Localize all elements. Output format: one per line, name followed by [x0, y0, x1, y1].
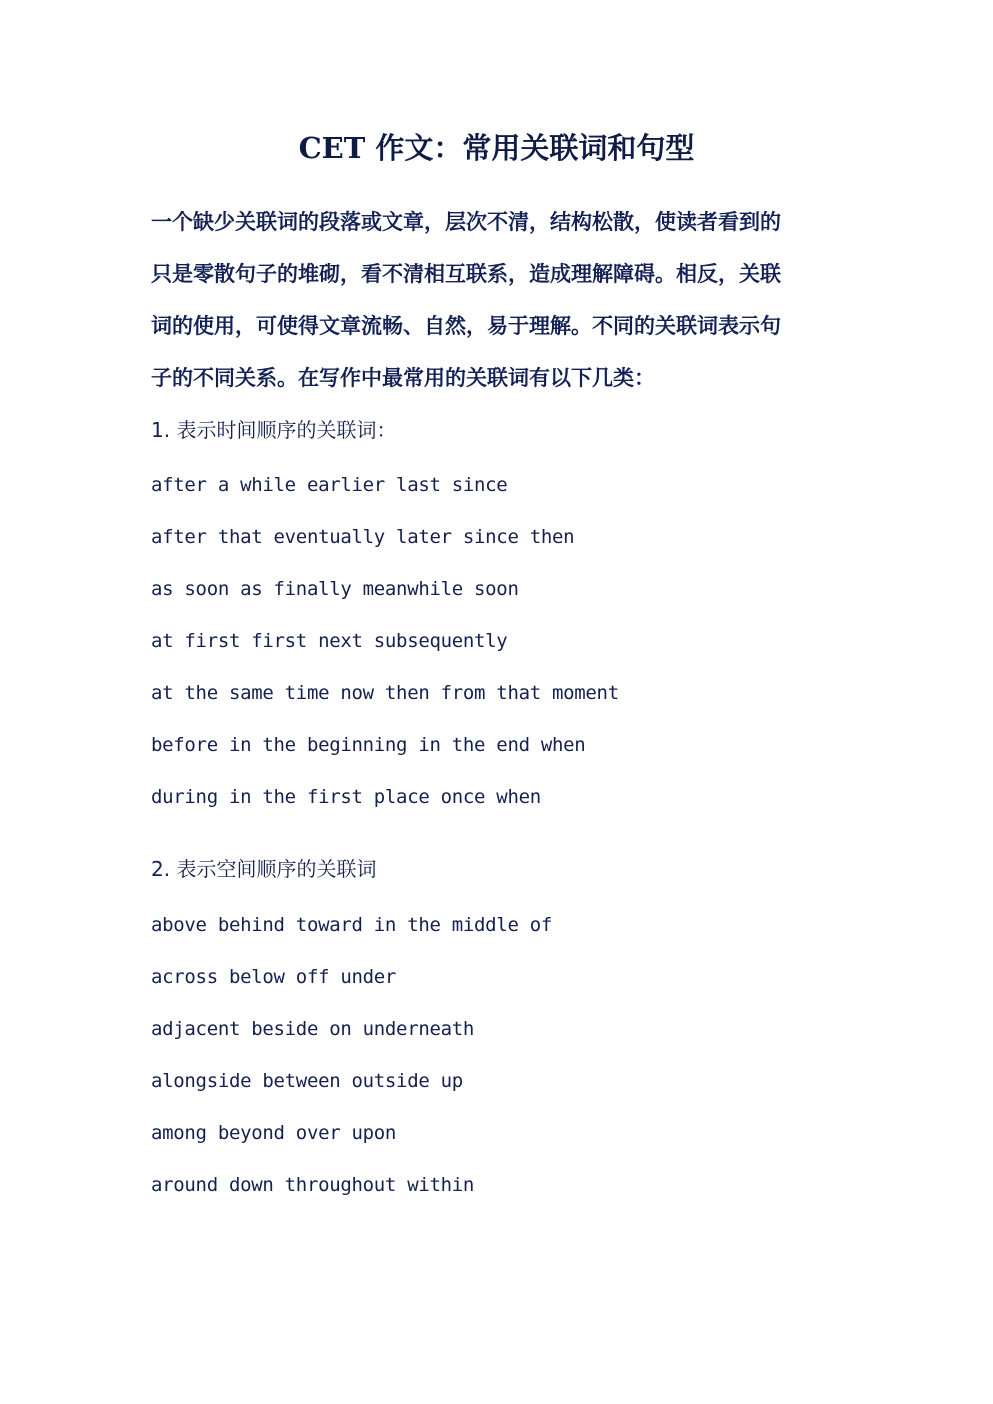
- list-item: around down throughout within: [151, 1174, 475, 1196]
- section-heading-space-order: 2. 表示空间顺序的关联词: [151, 857, 377, 881]
- intro-paragraph: [151, 196, 841, 404]
- document-title: CET 作文：常用关联词和句型: [298, 131, 695, 165]
- list-item: at first first next subsequently: [151, 630, 508, 652]
- list-item: during in the first place once when: [151, 786, 541, 808]
- list-item: after a while earlier last since: [151, 474, 508, 496]
- intro-line: 一个缺少关联词的段落或文章，层次不清，结构松散，使读者看到的: [151, 210, 781, 234]
- list-item: as soon as finally meanwhile soon: [151, 578, 519, 600]
- intro-line: 子的不同关系。在写作中最常用的关联词有以下几类：: [151, 366, 655, 390]
- intro-line: 只是零散句子的堆砌，看不清相互联系，造成理解障碍。相反，关联: [151, 262, 781, 286]
- list-item: across below off under: [151, 966, 397, 988]
- time-connectives-list: [151, 470, 619, 834]
- list-item: above behind toward in the middle of: [151, 914, 553, 936]
- list-item: among beyond over upon: [151, 1122, 397, 1144]
- space-connectives-list: [151, 910, 552, 1222]
- list-item: adjacent beside on underneath: [151, 1018, 475, 1040]
- list-item: before in the beginning in the end when: [151, 734, 586, 756]
- section-heading-time-order: 1. 表示时间顺序的关联词：: [151, 418, 397, 442]
- list-item: alongside between outside up: [151, 1070, 463, 1092]
- list-item: at the same time now then from that moment: [151, 682, 619, 704]
- list-item: after that eventually later since then: [151, 526, 575, 548]
- intro-line: 词的使用，可使得文章流畅、自然，易于理解。不同的关联词表示句: [151, 314, 781, 338]
